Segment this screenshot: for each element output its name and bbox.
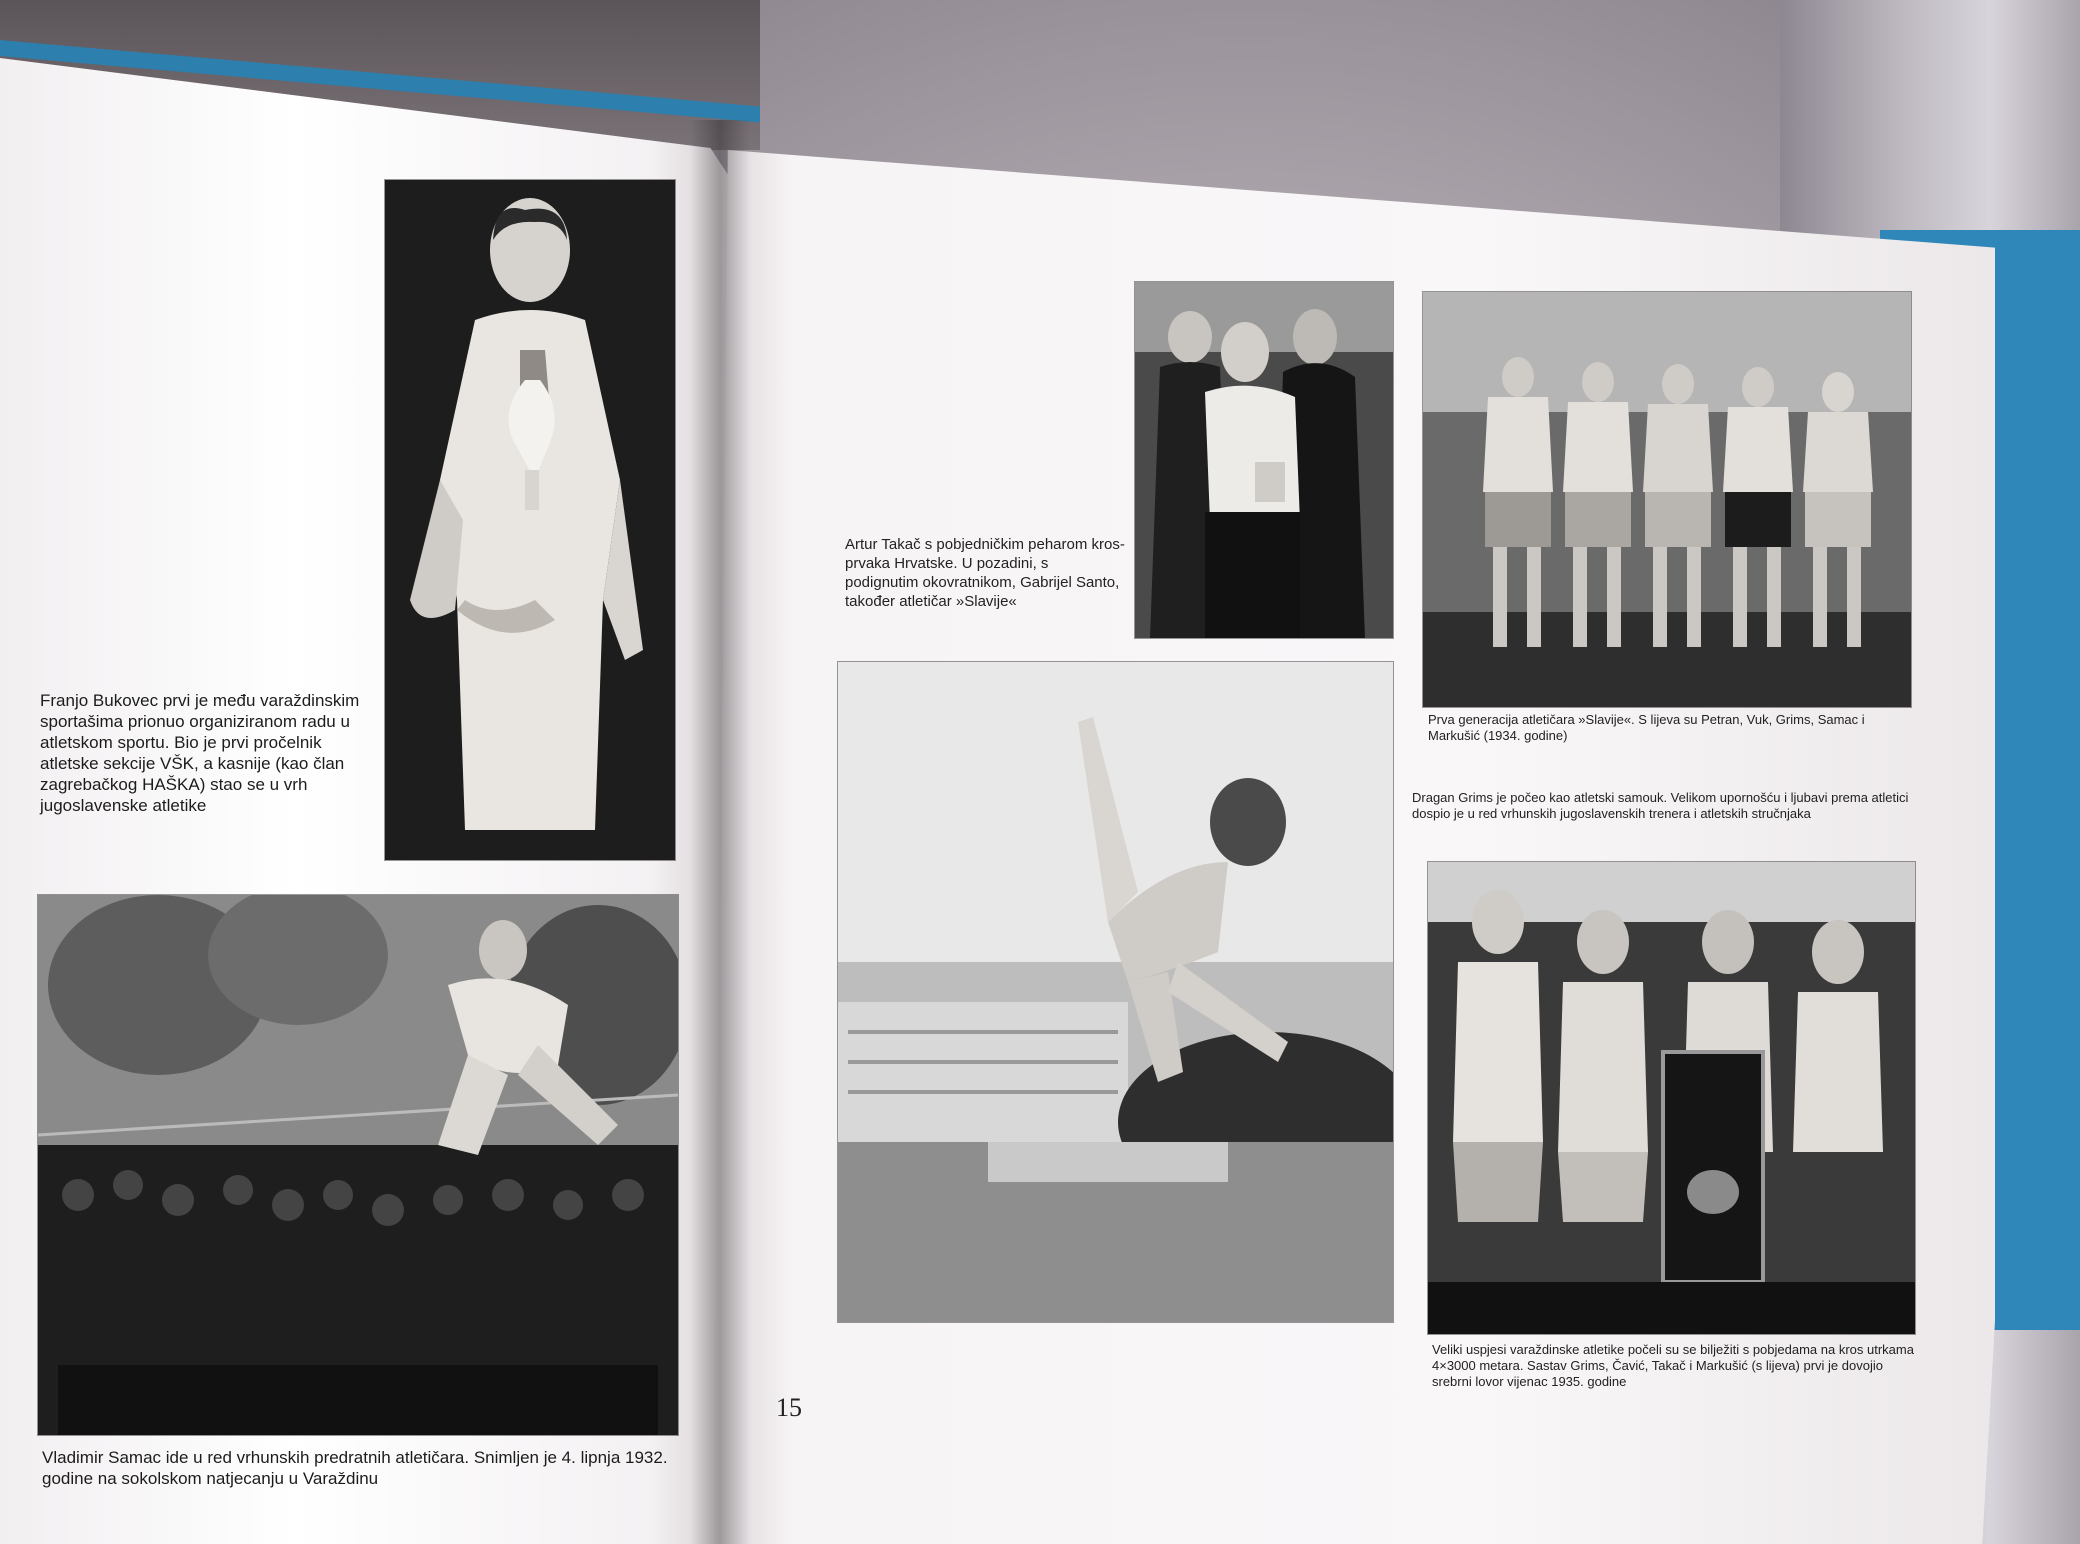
photo-takac [1135,282,1393,638]
caption-samac: Vladimir Samac ide u red vrhunskih predratnih atletičara. Snimljen je 4. lipnja 1932. godine na sokolskom natjecanju u Varaždinu [42,1448,668,1488]
photo-relay-team [1428,862,1915,1334]
photo-grims-jump [838,662,1393,1322]
book-gutter [690,120,750,1544]
caption-bukovec: Franjo Bukovec prvi je među varaždinskim sportašima prionuo organiziranom radu u atletskom sportu. Bio je prvi pročelnik atletske sekcije VŠK, a kasnije (kao član zagrebačkog HAŠKA) stao se u vrh jugoslavenske atletike [40,691,360,815]
photo-prva-generacija [1423,292,1911,707]
photo-samac-high-jump [38,895,678,1435]
caption-takac: Artur Takač s pobjedničkim peharom kros-prvaka Hrvatske. U pozadini, s podignutim okovratnikom, Gabrijel Santo, također atletičar »Slavije« [845,536,1125,610]
caption-grims: Dragan Grims je počeo kao atletski samouk. Velikom upornošću i ljubavi prema atletici dospio je u red vrhunskih jugoslavenskih trenera i atletskih stručnjaka [1412,790,1909,821]
photo-bukovec-trophy [385,180,675,860]
caption-uspjesi: Veliki uspjesi varaždinske atletike počeli su se bilježiti s pobjedama na kros utrkama 4×3000 metara. Sastav Grims, Čavić, Takač i Markušić (s lijeva) prvi je dovojio srebrni lovor vijenac 1935. godine [1432,1342,1914,1389]
page-number: 15 [776,1393,802,1422]
caption-prva-generacija: Prva generacija atletičara »Slavije«. S lijeva su Petran, Vuk, Grims, Samac i Markušić (1934. godine) [1428,712,1865,743]
